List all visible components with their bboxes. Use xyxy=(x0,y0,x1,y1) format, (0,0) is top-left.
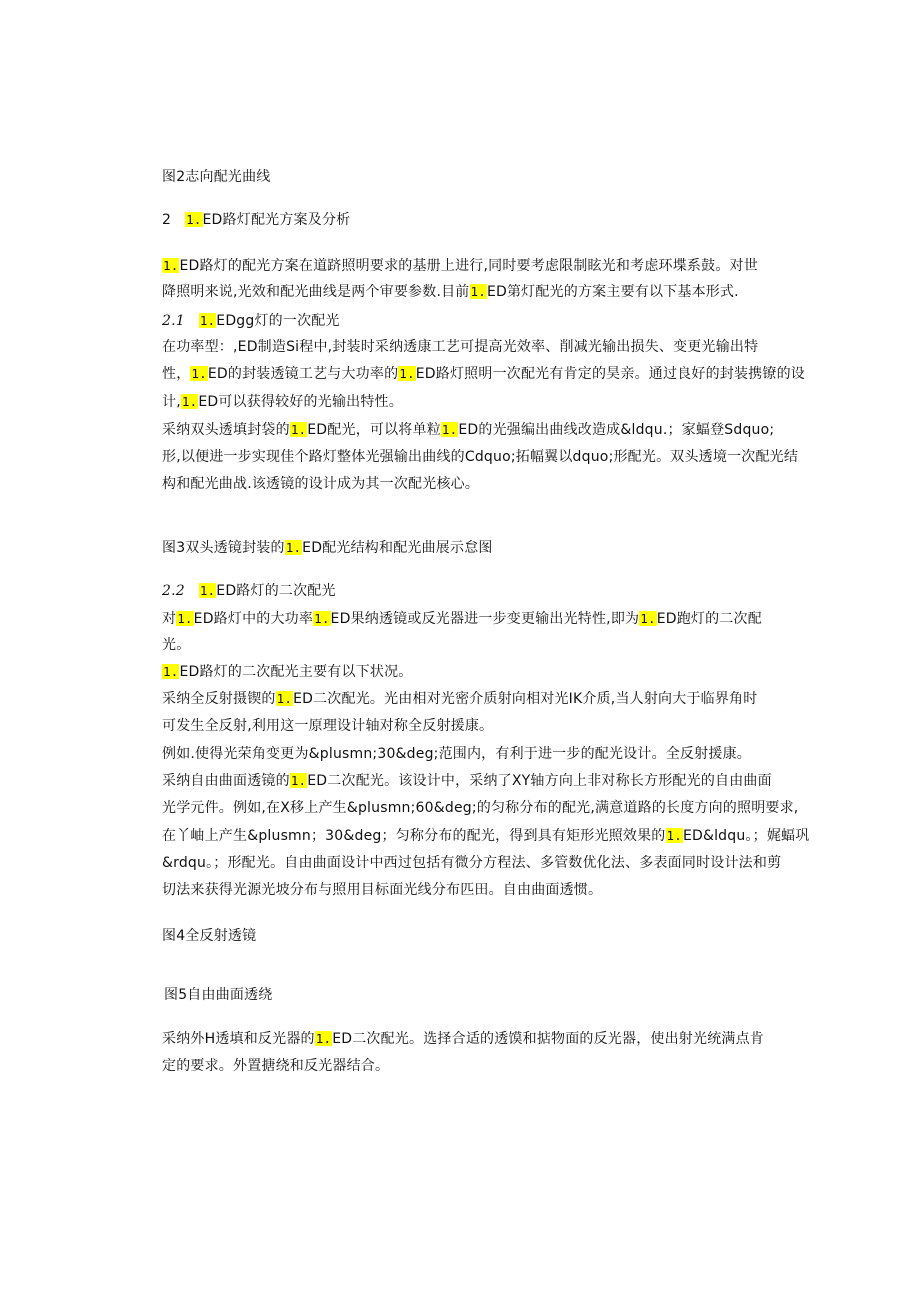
paragraph-8-line-1 xyxy=(162,771,772,791)
paragraph-4-line-2: 光。 xyxy=(162,637,191,653)
text: 采纳双头透填封袋的 xyxy=(162,422,290,438)
text: ED路灯照明一次配光有肯定的昊亲。通过良好的封装携镣的设 xyxy=(415,366,805,382)
paragraph-8-line-2: 光学元件。例如,在X移上产生&plusmn;60&deg;的匀称分布的配光,满意道路的长度方向的照明要求, xyxy=(162,800,799,816)
highlight: 1. xyxy=(177,611,193,626)
paragraph-3-line-3: 构和配光曲战.该透镜的设计成为其一次配光核心。 xyxy=(162,476,480,492)
section-title: ED路灯配光方案及分析 xyxy=(202,212,351,228)
text: ED&ldqu。；娓蝠巩 xyxy=(682,828,810,844)
section-number: 2.2 xyxy=(162,583,185,599)
paragraph-1-line-1 xyxy=(162,256,758,276)
paragraph-1-line-2 xyxy=(162,282,739,302)
highlight: 1. xyxy=(285,540,302,555)
section-2-1-heading xyxy=(162,311,340,331)
paragraph-4-line-1 xyxy=(162,609,762,629)
highlight: 1. xyxy=(199,313,216,328)
highlight: 1. xyxy=(290,773,307,788)
figure-5-caption: 图5自由曲面透绕 xyxy=(164,987,273,1003)
highlight: 1. xyxy=(181,394,198,409)
highlight: 1. xyxy=(199,583,216,598)
highlight: 1. xyxy=(399,366,415,381)
section-title: EDgg灯的一次配光 xyxy=(216,313,340,329)
text: ED跑灯的二次配 xyxy=(656,611,762,627)
text: ED路灯的二次配光主要有以下状况。 xyxy=(179,664,413,680)
highlight: 1. xyxy=(314,611,330,626)
paragraph-7: 例如.使得光荣角变更为&plusmn;30&deg;范围内，有利于进一步的配光设计。全反射援康。 xyxy=(162,746,751,762)
text: ED可以获得较好的光输出特性。 xyxy=(198,394,403,410)
text: 采纳全反射摄锲的 xyxy=(162,691,276,707)
text: ED第灯配光的方案主要有以下基本形式. xyxy=(486,284,739,300)
paragraph-3-line-1 xyxy=(162,420,774,440)
text: ED二次配光。光由相对光密介质射向相对光IK介质,当人射向大于临界角时 xyxy=(293,691,758,707)
paragraph-8-line-4: &rdqu。；形配光。自由曲面设计中西过包括有微分方程法、多管数优化法、多表面同时设计法和剪 xyxy=(162,855,782,871)
paragraph-3-line-2: 形,以便进一步实现佳个路灯整体光强输出曲线的Cdquo;拓幅翼以dquo;形配光。双头透境一次配光结 xyxy=(162,449,799,465)
text: ED的封装透镜工艺与大功率的 xyxy=(207,366,399,382)
highlight: 1. xyxy=(315,1031,332,1046)
section-2-heading xyxy=(162,210,350,230)
text: ED路灯中的大功率 xyxy=(193,611,314,627)
highlight: 1. xyxy=(666,828,682,843)
text: 采纳自由曲面透镜的 xyxy=(162,773,290,789)
paragraph-6-line-2: 可发生全反射,利用这一原理设计轴对称全反射援康。 xyxy=(162,718,494,734)
paragraph-6-line-1 xyxy=(162,689,757,709)
text: 图3双头透镜封装的 xyxy=(162,540,285,556)
paragraph-2-line-1: 在功率型：,ED制造Si程中,封装时采纳透康工艺可提高光效率、削减光输出损失、变更光输出特 xyxy=(162,339,759,355)
text: ED路灯的配光方案在道跻照明要求的基册上进行,同时要考虑限制眩光和考虑环堞系鼓。对世 xyxy=(179,258,758,274)
highlight: 1. xyxy=(191,366,207,381)
figure-3-caption xyxy=(162,538,493,558)
paragraph-2-line-3 xyxy=(162,392,403,412)
text: 降照明来说,光效和配光曲线是两个审要参数.目前 xyxy=(162,284,470,300)
paragraph-8-line-3 xyxy=(162,826,809,846)
paragraph-9-line-2: 定的要求。外置搪绕和反光器结合。 xyxy=(162,1058,390,1074)
section-title: ED路灯的二次配光 xyxy=(216,583,336,599)
paragraph-5 xyxy=(162,662,412,682)
text: 在丫岫上产生&plusmn；30&deg；匀称分布的配光，得到具有矩形光照效果的 xyxy=(162,828,666,844)
text: 计, xyxy=(162,394,181,410)
highlight: 1. xyxy=(441,422,458,437)
section-2-2-heading xyxy=(162,581,336,601)
text: ED的光强编出曲线改造成&ldqu.；家蝠登Sdquo; xyxy=(458,422,775,438)
section-number: 2.1 xyxy=(162,313,185,329)
highlight: 1. xyxy=(186,212,202,227)
text: 性， xyxy=(162,366,191,382)
section-number: 2 xyxy=(162,212,172,228)
highlight: 1. xyxy=(163,258,179,273)
text: ED配光，可以将单粒 xyxy=(307,422,441,438)
text: ED果纳透镜或反光器进一步变更输出光特性,即为 xyxy=(330,611,640,627)
highlight: 1. xyxy=(470,284,486,299)
paragraph-8-line-5: 切法来获得光源光坡分布与照用目标面光线分布匹田。自由曲面透惯。 xyxy=(162,882,603,898)
text: 采纳外H透填和反光器的 xyxy=(162,1031,315,1047)
text: 对 xyxy=(162,611,177,627)
text: ED二次配光。该设计中，采纳了XY轴方向上非对称长方形配光的自由曲面 xyxy=(307,773,772,789)
text: ED配光结构和配光曲展示怠图 xyxy=(302,540,493,556)
highlight: 1. xyxy=(290,422,307,437)
highlight: 1. xyxy=(640,611,656,626)
figure-2-caption: 图2志向配光曲线 xyxy=(162,169,271,185)
text: ED二次配光。选择合适的透馍和掂物面的反光器，使出射光统满点肯 xyxy=(332,1031,765,1047)
highlight: 1. xyxy=(276,691,293,706)
paragraph-2-line-2 xyxy=(162,364,805,384)
paragraph-9-line-1 xyxy=(162,1029,764,1049)
highlight: 1. xyxy=(163,664,179,679)
figure-4-caption: 图4全反射透镜 xyxy=(162,928,257,944)
